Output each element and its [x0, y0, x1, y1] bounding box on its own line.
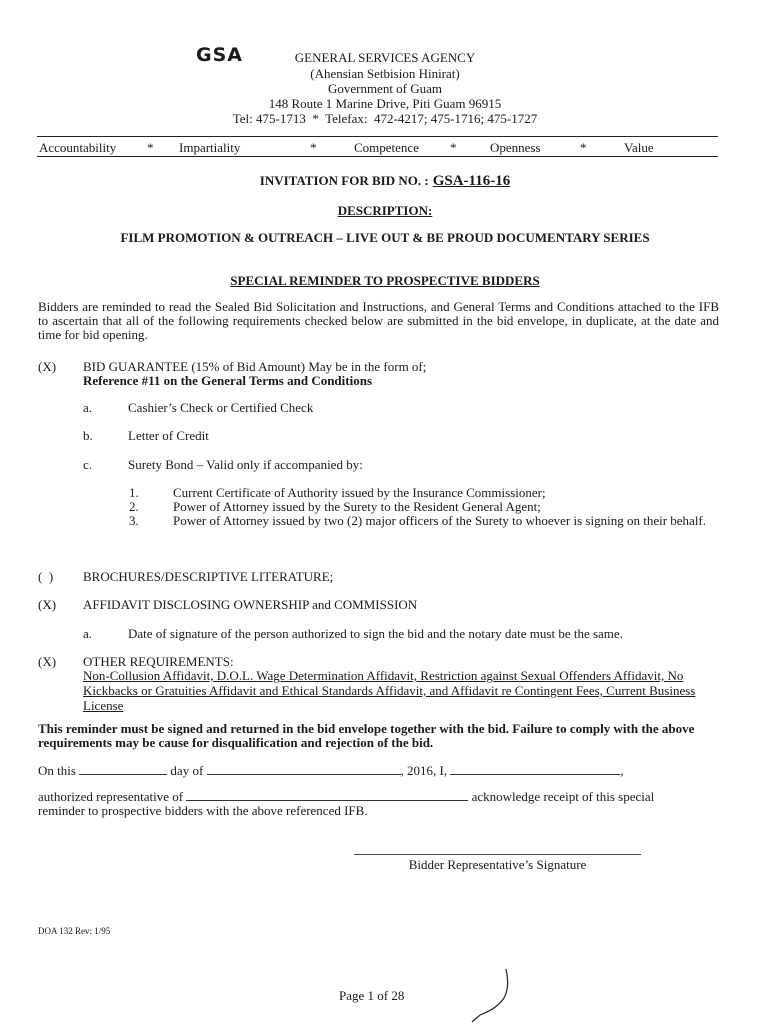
other-requirements-title: OTHER REQUIREMENTS:: [83, 654, 234, 669]
option-letter: c.: [83, 457, 93, 472]
brochures-text: BROCHURES/DESCRIPTIVE LITERATURE;: [83, 569, 334, 584]
surety-item-number: 2.: [129, 499, 139, 514]
year-label: , 2016, I,: [400, 763, 448, 778]
value-separator: *: [450, 140, 457, 155]
agency-address: 148 Route 1 Marine Drive, Piti Guam 96915: [268, 96, 502, 111]
acknowledgement-line-3: reminder to prospective bidders with the above referenced IFB.: [38, 803, 368, 818]
surety-item-number: 1.: [129, 485, 139, 500]
value-impartiality: Impartiality: [179, 140, 241, 155]
acknowledge-label: acknowledge receipt of this special: [471, 789, 655, 804]
signature-line[interactable]: [354, 854, 641, 855]
authorized-label: authorized representative of: [38, 789, 184, 804]
value-openness: Openness: [490, 140, 541, 155]
description-heading: DESCRIPTION:: [337, 203, 433, 218]
surety-item-number: 3.: [129, 513, 139, 528]
reminder-warning: This reminder must be signed and returned in the bid envelope together with the bid. Failure to comply with the above requirements may be cause for disqualification and rejection of the bid.: [38, 721, 695, 750]
surety-item-text: Power of Attorney issued by two (2) major officers of the Surety to whoever is signing on their behalf.: [173, 513, 707, 528]
invitation-label: INVITATION FOR BID NO. :: [259, 173, 429, 188]
value-separator: *: [310, 140, 317, 155]
page-number: Page 1 of 28: [339, 988, 405, 1003]
agency-phones: Tel: 475-1713 * Telefax: 472-4217; 475-1716; 475-1727: [232, 111, 538, 126]
option-letter: a.: [83, 400, 93, 415]
bid-guarantee-reference: Reference #11 on the General Terms and Conditions: [83, 373, 373, 388]
handwritten-mark: [468, 965, 518, 1023]
option-text: Letter of Credit: [128, 428, 209, 443]
surety-item-text: Power of Attorney issued by the Surety to the Resident General Agent;: [173, 499, 541, 514]
acknowledgement-line-2: [38, 789, 728, 804]
option-letter: b.: [83, 428, 93, 443]
agency-name: GENERAL SERVICES AGENCY: [294, 50, 476, 65]
description-text: FILM PROMOTION & OUTREACH – LIVE OUT & BE PROUD DOCUMENTARY SERIES: [120, 230, 650, 245]
bid-guarantee-title: BID GUARANTEE (15% of Bid Amount) May be in the form of;: [83, 359, 427, 374]
intro-paragraph: Bidders are reminded to read the Sealed Bid Solicitation and Instructions, and General Terms and Conditions attached to the IFB to ascertain that all of the following requirements checked below are submitted in the bid envelope, in duplicate, at the date and time for bid opening.: [38, 299, 719, 342]
affidavit-sub-text: Date of signature of the person authorized to sign the bid and the notary date must be the same.: [128, 626, 623, 641]
special-reminder-heading: SPECIAL REMINDER TO PROSPECTIVE BIDDERS: [230, 273, 540, 288]
form-code: DOA 132 Rev: 1/95: [38, 926, 111, 936]
option-text: Surety Bond – Valid only if accompanied by:: [128, 457, 363, 472]
day-field[interactable]: [79, 763, 167, 775]
government-line: Government of Guam: [327, 81, 443, 96]
acknowledgement-line-1: [38, 763, 728, 778]
values-bottom-rule: [37, 156, 718, 157]
invitation-number: GSA-116-16: [432, 173, 511, 189]
value-competence: Competence: [354, 140, 419, 155]
name-field[interactable]: [450, 763, 620, 775]
value-separator: *: [147, 140, 154, 155]
affidavit-sub-letter: a.: [83, 626, 93, 641]
bid-guarantee-mark: (X): [38, 359, 57, 374]
option-text: Cashier’s Check or Certified Check: [128, 400, 314, 415]
affidavit-text: AFFIDAVIT DISCLOSING OWNERSHIP and COMMISSION: [83, 597, 418, 612]
brochures-mark: ( ): [38, 569, 54, 584]
month-field[interactable]: [207, 763, 401, 775]
other-requirements-mark: (X): [38, 654, 57, 669]
value-separator: *: [580, 140, 587, 155]
affidavit-mark: (X): [38, 597, 57, 612]
values-top-rule: [37, 136, 718, 137]
invitation-line: [0, 172, 770, 190]
on-this-label: On this: [38, 763, 76, 778]
day-of-label: day of: [170, 763, 204, 778]
value-value: Value: [624, 140, 654, 155]
company-field[interactable]: [186, 789, 468, 801]
comma: ,: [620, 763, 624, 778]
other-requirements-list: Non-Collusion Affidavit, D.O.L. Wage Determination Affidavit, Restriction against Sexual Offenders Affidavit, No Kickbacks or Gratuities Affidavit and Ethical Standards Affidavit, and Affidavit re Contingent Fees, Current Business License: [83, 668, 696, 713]
value-accountability: Accountability: [39, 140, 117, 155]
surety-item-text: Current Certificate of Authority issued by the Insurance Commissioner;: [173, 485, 546, 500]
agency-native-name: (Ahensian Setbision Hinirat): [310, 66, 460, 81]
signature-label: Bidder Representative’s Signature: [408, 857, 587, 872]
gsa-logo: GSA: [196, 44, 243, 66]
